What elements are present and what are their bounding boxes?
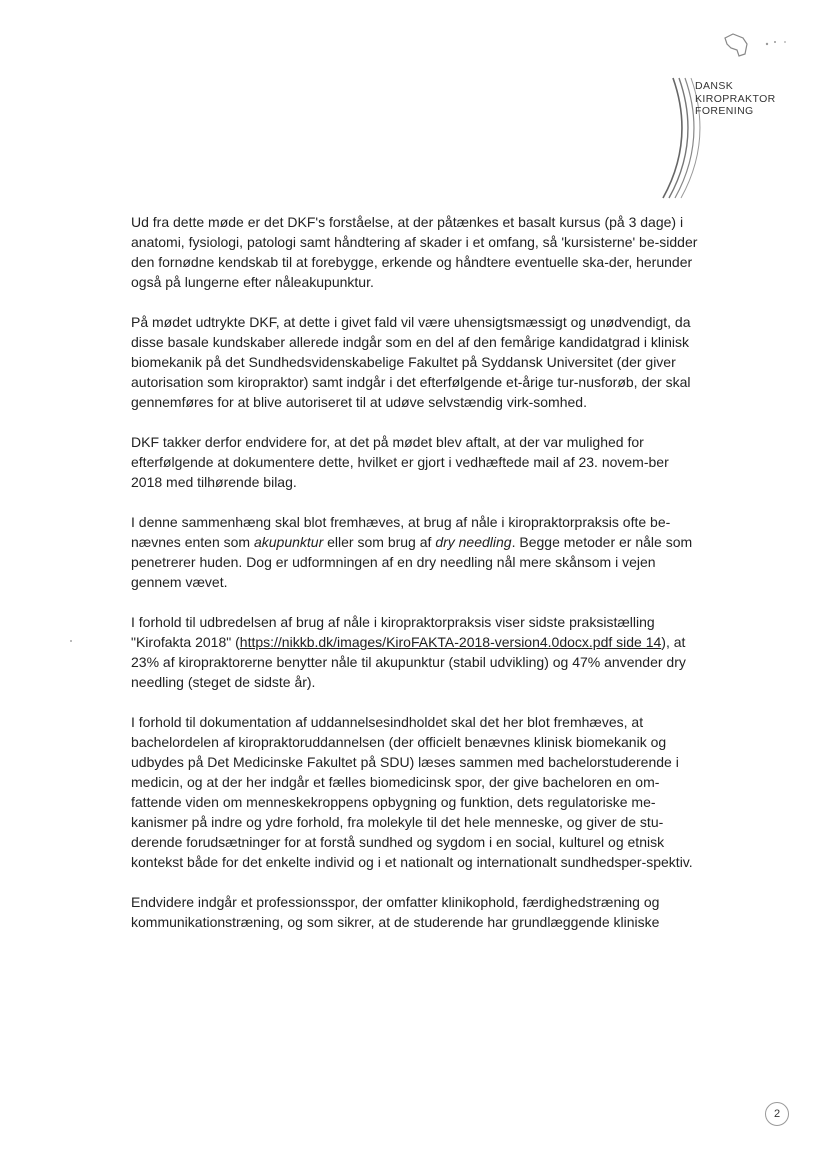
p5-text-b: ), at 23% af kiropraktorerne benytter nåle til akupunktur (stabil udvikling) og 47% anvender dry needling (steget de sidste år). bbox=[131, 634, 686, 690]
paragraph-3: DKF takker derfor endvidere for, at det på mødet blev aftalt, at der var mulighed for efterfølgende at dokumentere dette, hvilket er gjort i vedhæftede mail af 23. novem-ber 2018 med tilhørende bilag. bbox=[131, 434, 669, 490]
p4-text-c: . Begge metoder er nåle som penetrerer huden. Dog er udformningen af en dry needling nål mere skånsom i vejen gennem vævet. bbox=[131, 534, 693, 590]
paragraph-4 bbox=[131, 512, 703, 592]
p4-emphasis-akupunktur: akupunktur bbox=[253, 534, 324, 550]
letter-body bbox=[131, 212, 703, 952]
logo-line-2: KIROPRAKTOR bbox=[695, 92, 776, 105]
logo-line-1: DANSK bbox=[695, 80, 734, 92]
p4-emphasis-dry-needling: dry needling bbox=[435, 534, 512, 550]
paragraph-6: I forhold til dokumentation af uddannelsesindholdet skal det her blot fremhæves, at bachelordelen af kiropraktoruddannelsen (der officielt benævnes klinisk biomekanik og udbydes på Det Medicinske Fakultet på SDU) læses sammen med bachelorstuderende i medicin, og at der her indgår et fælles biomedicinsk spor, der give bacheloren en om-fattende viden om menneskekroppens opbygning og funktion, dets regulatoriske me-kanismer på indre og ydre forhold, fra molekyle til det hele menneske, og giver de stu-derende forudsætninger for at forstå sundhed og sygdom i en social, kulturel og etnisk kontekst både for det enkelte individ og i et nationalt og internationalt sundhedsper-spektiv. bbox=[131, 714, 693, 870]
kirofakta-link[interactable]: https://nikkb.dk/images/KiroFAKTA-2018-version4.0docx.pdf side 14 bbox=[239, 634, 662, 650]
p5-text-a: I forhold til udbredelsen af brug af nåle i kiropraktorpraksis viser sidste praksistælling "Kirofakta 2018" ( bbox=[131, 614, 655, 650]
scan-speck bbox=[70, 640, 72, 642]
p4-text-a: I denne sammenhæng skal blot fremhæves, at brug af nåle i kiropraktorpraksis ofte be-nævnes enten som bbox=[131, 514, 671, 550]
p4-text-b: eller som brug af bbox=[323, 534, 436, 550]
logo-line-3: FORENING bbox=[695, 105, 754, 117]
paragraph-2: På mødet udtrykte DKF, at dette i givet fald vil være uhensigtsmæssigt og unødvendigt, da disse basale kundskaber allerede indgår som en del af den femårige kandidatgrad i klinisk biomekanik på det Sundhedsvidenskabelige Fakultet på Syddansk Universitet (der giver autorisation som kiropraktor) samt indgår i det efterfølgende et-årige tur-nusforøb, der skal gennemføres for at blive autoriseret til at udøve selvstændig virk-somhed. bbox=[131, 314, 691, 410]
page-number: 2 bbox=[765, 1102, 789, 1126]
dkf-logo bbox=[655, 30, 825, 205]
paragraph-1: Ud fra dette møde er det DKF's forståelse, at der påtænkes et basalt kursus (på 3 dage) i anatomi, fysiologi, patologi samt håndtering af skader i et omfang, så 'kursisterne' be-sidder den fornødne kendskab til at forebygge, erkende og håndtere eventuelle ska-der, herunder også på lungerne efter nåleakupunktur. bbox=[131, 214, 698, 290]
paragraph-7: Endvidere indgår et professionsspor, der omfatter klinikophold, færdighedstræning og kommunikationstræning, og som sikrer, at de studerende har grundlæggende kliniske bbox=[131, 894, 660, 930]
dkf-arcs-icon bbox=[655, 30, 825, 205]
paragraph-5 bbox=[131, 612, 703, 692]
logo-text bbox=[695, 80, 776, 118]
